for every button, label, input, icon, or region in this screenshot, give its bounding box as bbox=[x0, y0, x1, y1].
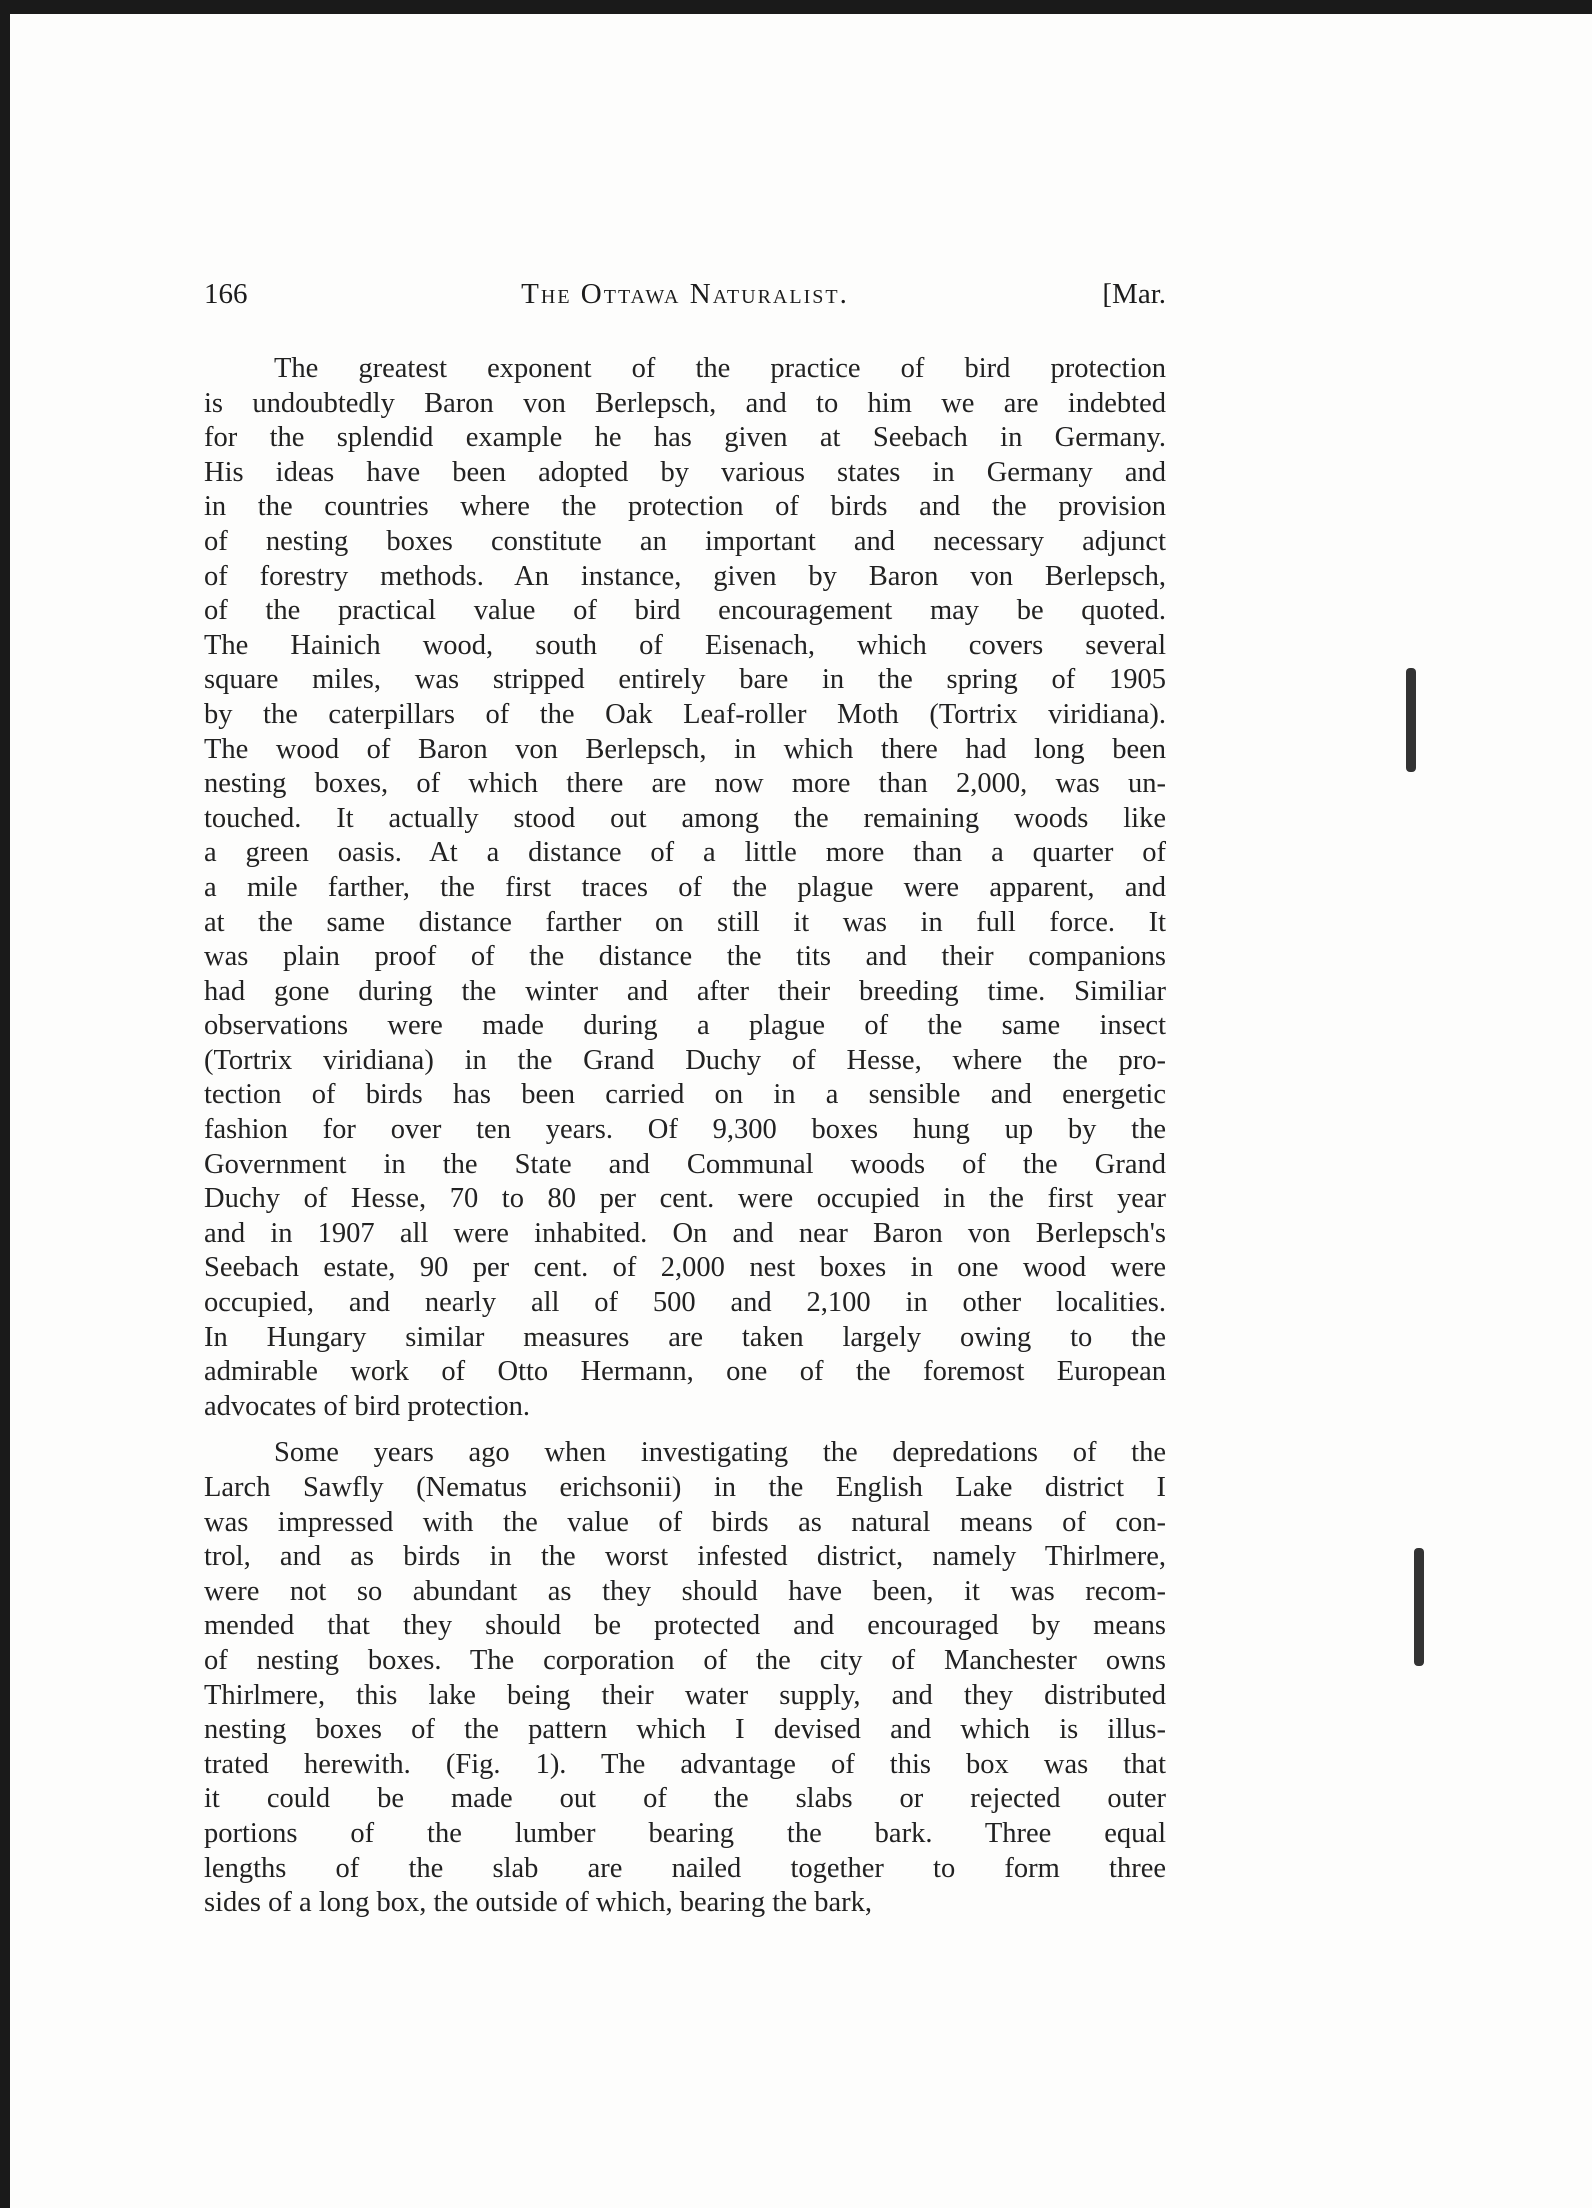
paragraph bbox=[204, 1436, 1166, 1920]
text-line: observations were made during a plague of the same insect bbox=[204, 1010, 1166, 1042]
text-line: square miles, was stripped entirely bare in the spring of 1905 bbox=[204, 664, 1166, 696]
text-line: it could be made out of the slabs or rejected outer bbox=[204, 1783, 1166, 1815]
text-line: of nesting boxes. The corporation of the city of Manchester owns bbox=[204, 1644, 1166, 1676]
running-header bbox=[204, 278, 1166, 318]
text-line: of forestry methods. An instance, given by Baron von Berlepsch, bbox=[204, 560, 1166, 592]
section-marker: [Mar. bbox=[1102, 278, 1166, 310]
text-line: had gone during the winter and after their breeding time. Similiar bbox=[204, 975, 1166, 1007]
text-line: was plain proof of the distance the tits and their companions bbox=[204, 941, 1166, 973]
text-line: Larch Sawfly (Nematus erichsonii) in the English Lake district I bbox=[204, 1472, 1166, 1503]
text-line: trated herewith. (Fig. 1). The advantage of this box was that bbox=[204, 1748, 1166, 1780]
text-line: at the same distance farther on still it was in full force. It bbox=[204, 906, 1166, 938]
text-line: nesting boxes, of which there are now more than 2,000, was un- bbox=[204, 768, 1166, 800]
text-line: fashion for over ten years. Of 9,300 boxes hung up by the bbox=[204, 1114, 1166, 1146]
text-line: mended that they should be protected and encouraged by means bbox=[204, 1610, 1166, 1642]
text-line: of nesting boxes constitute an important and necessary adjunct bbox=[204, 525, 1166, 557]
text-line: The Hainich wood, south of Eisenach, which covers several bbox=[204, 629, 1166, 661]
text-line: portions of the lumber bearing the bark. Three equal bbox=[204, 1817, 1166, 1849]
text-line: touched. It actually stood out among the remaining woods like bbox=[204, 802, 1166, 834]
binding-mark bbox=[1406, 668, 1416, 772]
text-line: by the caterpillars of the Oak Leaf-roller Moth (Tortrix viridiana). bbox=[204, 698, 1166, 730]
text-line: a mile farther, the first traces of the plague were apparent, and bbox=[204, 871, 1166, 903]
text-line: a green oasis. At a distance of a little more than a quarter of bbox=[204, 837, 1166, 869]
text-line: in the countries where the protection of birds and the provision bbox=[204, 491, 1166, 523]
text-line: Government in the State and Communal woods of the Grand bbox=[204, 1148, 1166, 1180]
text-line: In Hungary similar measures are taken largely owing to the bbox=[204, 1321, 1166, 1353]
text-line: tection of birds has been carried on in a sensible and energetic bbox=[204, 1079, 1166, 1111]
journal-title: The Ottawa Naturalist. bbox=[521, 278, 849, 310]
text-line: The greatest exponent of the practice of bird protection bbox=[274, 353, 1166, 384]
paragraph bbox=[204, 352, 1166, 1424]
text-line: was impressed with the value of birds as natural means of con- bbox=[204, 1506, 1166, 1538]
text-line: Duchy of Hesse, 70 to 80 per cent. were occupied in the first year bbox=[204, 1183, 1166, 1215]
article-body bbox=[204, 352, 1166, 1921]
text-line: lengths of the slab are nailed together to form three bbox=[204, 1852, 1166, 1884]
page-number: 166 bbox=[204, 278, 248, 310]
text-line: for the splendid example he has given at Seebach in Germany. bbox=[204, 422, 1166, 454]
text-line: His ideas have been adopted by various states in Germany and bbox=[204, 456, 1166, 488]
text-line: is undoubtedly Baron von Berlepsch, and to him we are indebted bbox=[204, 387, 1166, 419]
text-line: (Tortrix viridiana) in the Grand Duchy of Hesse, where the pro- bbox=[204, 1044, 1166, 1076]
text-line: Thirlmere, this lake being their water supply, and they distributed bbox=[204, 1679, 1166, 1711]
binding-mark bbox=[1414, 1548, 1424, 1666]
text-line: occupied, and nearly all of 500 and 2,100 in other localities. bbox=[204, 1287, 1166, 1319]
text-line: The wood of Baron von Berlepsch, in which there had long been bbox=[204, 733, 1166, 765]
text-line: were not so abundant as they should have been, it was recom- bbox=[204, 1575, 1166, 1607]
text-line: trol, and as birds in the worst infested district, namely Thirlmere, bbox=[204, 1541, 1166, 1573]
text-line: admirable work of Otto Hermann, one of the foremost European bbox=[204, 1356, 1166, 1388]
text-line: and in 1907 all were inhabited. On and near Baron von Berlepsch's bbox=[204, 1217, 1166, 1249]
text-line: advocates of bird protection. bbox=[204, 1390, 531, 1422]
text-line: Seebach estate, 90 per cent. of 2,000 nest boxes in one wood were bbox=[204, 1252, 1166, 1284]
text-line: Some years ago when investigating the depredations of the bbox=[274, 1437, 1166, 1469]
text-line: of the practical value of bird encouragement may be quoted. bbox=[204, 595, 1166, 627]
text-line: nesting boxes of the pattern which I devised and which is illus- bbox=[204, 1714, 1166, 1746]
text-line: sides of a long box, the outside of which, bearing the bark, bbox=[204, 1887, 873, 1919]
